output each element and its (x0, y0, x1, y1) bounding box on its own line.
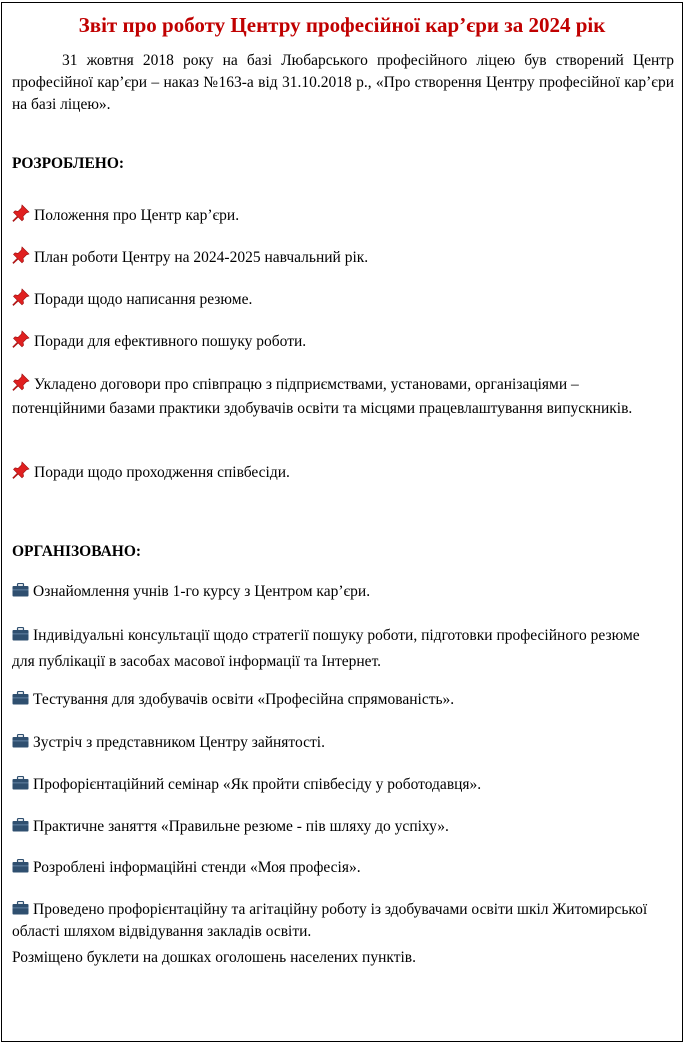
organized-item (12, 689, 652, 711)
pushpin-icon (12, 373, 30, 391)
organized-item-text: Тестування для здобувачів освіти «Професійна спрямованість». (33, 691, 455, 708)
organized-extra-text: Розміщено буклети на дошках оголошень населених пунктів. (12, 949, 416, 966)
developed-item (12, 330, 652, 353)
pushpin-icon (12, 330, 30, 348)
briefcase-icon (12, 776, 29, 790)
organized-item (12, 857, 652, 879)
briefcase-icon (12, 859, 29, 873)
organized-item (12, 774, 652, 796)
developed-item-text: Положення про Центр кар’єри. (34, 207, 240, 224)
briefcase-icon (12, 691, 29, 705)
developed-item (12, 246, 652, 269)
organized-item (12, 816, 652, 838)
developed-item (12, 461, 652, 484)
developed-item (12, 373, 652, 421)
document-title: Звіт про роботу Центру професійної кар’єри за 2024 рік (78, 13, 606, 37)
organized-item (12, 623, 652, 675)
pushpin-icon (12, 204, 30, 222)
briefcase-icon (12, 901, 29, 915)
pushpin-icon (12, 246, 30, 264)
organized-item-text: Ознайомлення учнів 1-го курсу з Центром кар’єри. (33, 583, 371, 600)
developed-item-text: План роботи Центру на 2024-2025 навчальний рік. (34, 249, 369, 266)
organized-item (12, 581, 652, 603)
organized-item-text: Профорієнтаційний семінар «Як пройти співбесіду у роботодавця». (33, 776, 482, 793)
pushpin-icon (12, 288, 30, 306)
organized-item (12, 899, 662, 943)
developed-item-text: Поради щодо проходження співбесіди. (34, 464, 290, 481)
pushpin-icon (12, 461, 30, 479)
organized-item-text: Проведено профорієнтаційну та агітаційну роботу із здобувачами освіти шкіл Житомирської області шляхом відвідування закладів освіти. (12, 901, 648, 940)
organized-item-text: Індивідуальні консультації щодо стратегії пошуку роботи, підготовки професійного резюме для публікації в засобах масової інформації та Інтернет. (12, 627, 640, 670)
developed-item (12, 288, 652, 311)
developed-item-text: Поради для ефективного пошуку роботи. (34, 333, 307, 350)
briefcase-icon (12, 627, 29, 641)
briefcase-icon (12, 583, 29, 597)
developed-item (12, 204, 652, 227)
developed-heading: РОЗРОБЛЕНО: (12, 155, 125, 172)
organized-item-text: Зустріч з представником Центру зайнятості. (33, 734, 325, 751)
briefcase-icon (12, 734, 29, 748)
document-page (1, 2, 683, 1042)
organized-item-text: Практичне заняття «Правильне резюме - пів шляху до успіху». (33, 818, 449, 835)
developed-item-text: Укладено договори про співпрацю з підприємствами, установами, організаціями – потенційними базами практики здобувачів освіти та місцями працевлаштування випускників. (12, 376, 633, 417)
organized-item-text: Розроблені інформаційні стенди «Моя професія». (33, 859, 361, 876)
organized-item (12, 732, 652, 754)
briefcase-icon (12, 818, 29, 832)
intro-paragraph: 31 жовтня 2018 року на базі Любарського професійного ліцею був створений Центр професійної кар’єри – наказ №163-а від 31.10.2018 р., «Про створення Центру професійної кар’єри на базі ліцею». (12, 52, 674, 113)
developed-item-text: Поради щодо написання резюме. (34, 291, 253, 308)
organized-heading: ОРГАНІЗОВАНО: (12, 543, 142, 560)
